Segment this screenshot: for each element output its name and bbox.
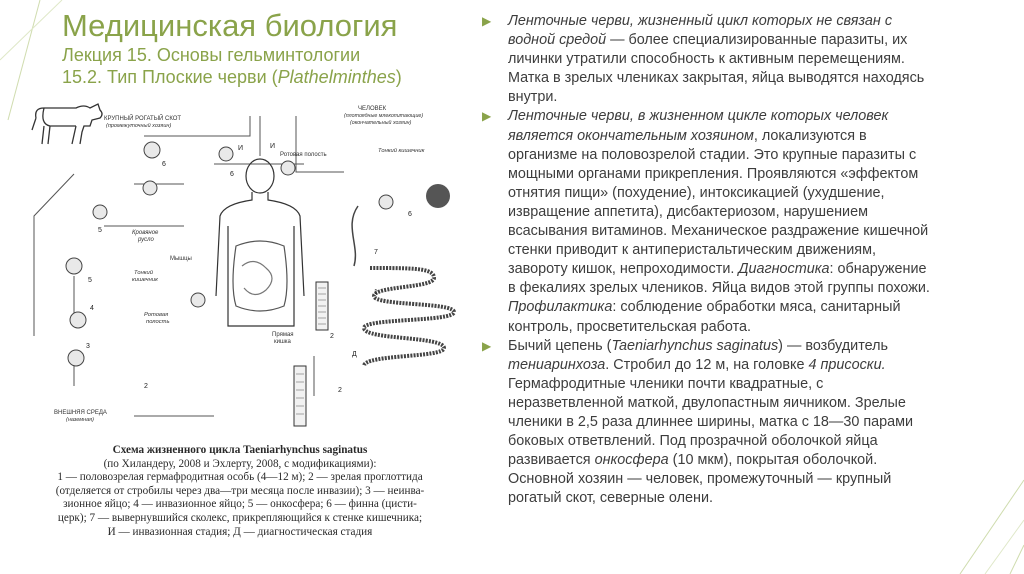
label-mouth-2b: полость [146,319,170,325]
title-block [62,8,462,88]
label-mouth: Ротовая полость [280,152,327,158]
paragraph-2: ▶ Ленточные черви, в жизненном цикле которых человек является окончательным хозяином, локализуются в организме на половозрелой стадии. Это крупные паразиты с мощными органами прикрепления. Проявляются «эффектом отнятия пищи» (похудение), интоксикацией (ухудшение, извращение аппетита), дисбактериозом, нарушением всасывания витаминов. Механическое раздражение кишечной стенки приводит к антиперистальтическим движениям, завороту кишок, непроходимости. Диагностика: обнаружение в фекалиях зрелых члеников. Яйца видов этой группы похожи. Профилактика: соблюдение обработки мяса, санитарный контроль, просветительская работа. [482,108,930,335]
num-6b: 6 [230,171,234,178]
label-rectum-b: кишка [274,339,291,345]
num-2: 2 [330,333,334,340]
label-human-sub2: (окончательный хозяин) [350,120,412,126]
label-external1: ВНЕШНЯЯ СРЕДА [54,410,107,416]
label-mouth-2a: Ротовая [144,312,169,318]
caption-line-6: церк); 7 — вывернувшийся сколекс, прикрепляющийся к стенке кишечника; [57,511,423,524]
text-column [482,12,1012,508]
num-5: 5 [88,277,92,284]
bullet-arrow-icon: ▶ [482,109,492,124]
caption-line-5: зионное яйцо; 4 — инвазионное яйцо; 5 — онкосфера; 6 — финна (цисти- [63,498,417,511]
life-cycle-diagram [14,96,464,442]
num-7: 7 [374,249,378,256]
caption-line-3: 1 — половозрелая гермафродитная особь (4—12 м); 2 — зрелая проглоттида [57,471,423,484]
label-small-intestine-2a: Тонкий [134,270,153,276]
num-1: 1 [374,289,378,296]
num-I: И [238,145,244,152]
paragraph-3: ▶ Бычий цепень (Taeniarhynchus saginatus) — возбудитель тениаринхоза. Стробил до 12 м, на головке 4 присоски. Гермафродитные членики почти квадратные, с неразветвленной маткой, двулопастным яичником. Зрелые членики в 2,5 раза длиннее ширины, матка с 18—30 парами боковых ответвлений. Под прозрачной оболочкой яйца развивается онкосфера (10 мкм), покрытая оболочкой. Основной хозяин — человек, промежуточный — крупный рогатый скот, северные олени. [482,337,914,507]
tapeworm-neck [352,206,358,266]
caption-line-7: И — инвазионная стадия; Д — диагностическая стадия [107,525,373,538]
num-2c: 2 [144,383,148,390]
label-blood1: Кровяное [132,230,159,236]
caption-line-2: (по Хиландеру, 2008 и Эхлерту, 2008, с модификациями): [103,457,377,470]
label-small-intestine-2b: кишечник [132,277,158,283]
label-muscles: Мышцы [170,256,192,262]
proglottids [294,282,328,426]
label-cattle: КРУПНЫЙ РОГАТЫЙ СКОТ [104,116,182,122]
section-title: 15.2. Тип Плоские черви (Plathelminthes) [62,67,402,87]
num-5b: 5 [98,227,102,234]
label-cattle-sub: (промежуточный хозяин) [106,123,172,129]
stage-numbers [86,143,412,394]
label-external2: (наземная) [66,417,94,423]
cow-illustration [32,104,102,144]
lecture-title: Лекция 15. Основы гельминтологии [62,45,361,65]
label-rectum-a: Прямая [272,332,294,338]
tapeworm-strobila [364,268,454,366]
bullet-arrow-icon: ▶ [482,14,492,28]
num-4: 4 [90,305,94,312]
bullet-arrow-icon: ▶ [482,338,492,353]
label-human-sub1: (плотоядные млекопитающие) [344,113,424,119]
num-6: 6 [162,161,166,168]
caption-line-1: Схема жизненного цикла Taeniarhynchus saginatus [112,444,368,456]
diagram-caption [20,444,460,539]
caption-line-4: (отделяется от стробилы через два—три месяца после инвазии); 3 — неинва- [55,484,425,497]
num-2b: 2 [338,387,342,394]
label-small-intestine: Тонкий кишечник [378,148,425,154]
num-6c: 6 [408,211,412,218]
human-body [216,159,304,326]
num-D: Д [352,351,357,358]
label-human: ЧЕЛОВЕК [358,106,387,112]
label-blood2: русло [138,237,154,243]
page-title: Медицинская биология [62,8,398,43]
paragraph-1: ▶ Ленточные черви, жизненный цикл которых не связан с водной средой — более специализированные паразиты, их личинки утратили способность к активным перемещениям. Матка в зрелых члениках закрытая, яйца выводятся находясь внутри. [482,13,925,106]
num-3: 3 [86,343,90,350]
num-I2: И [270,143,276,150]
scolex-illustration [426,184,450,208]
